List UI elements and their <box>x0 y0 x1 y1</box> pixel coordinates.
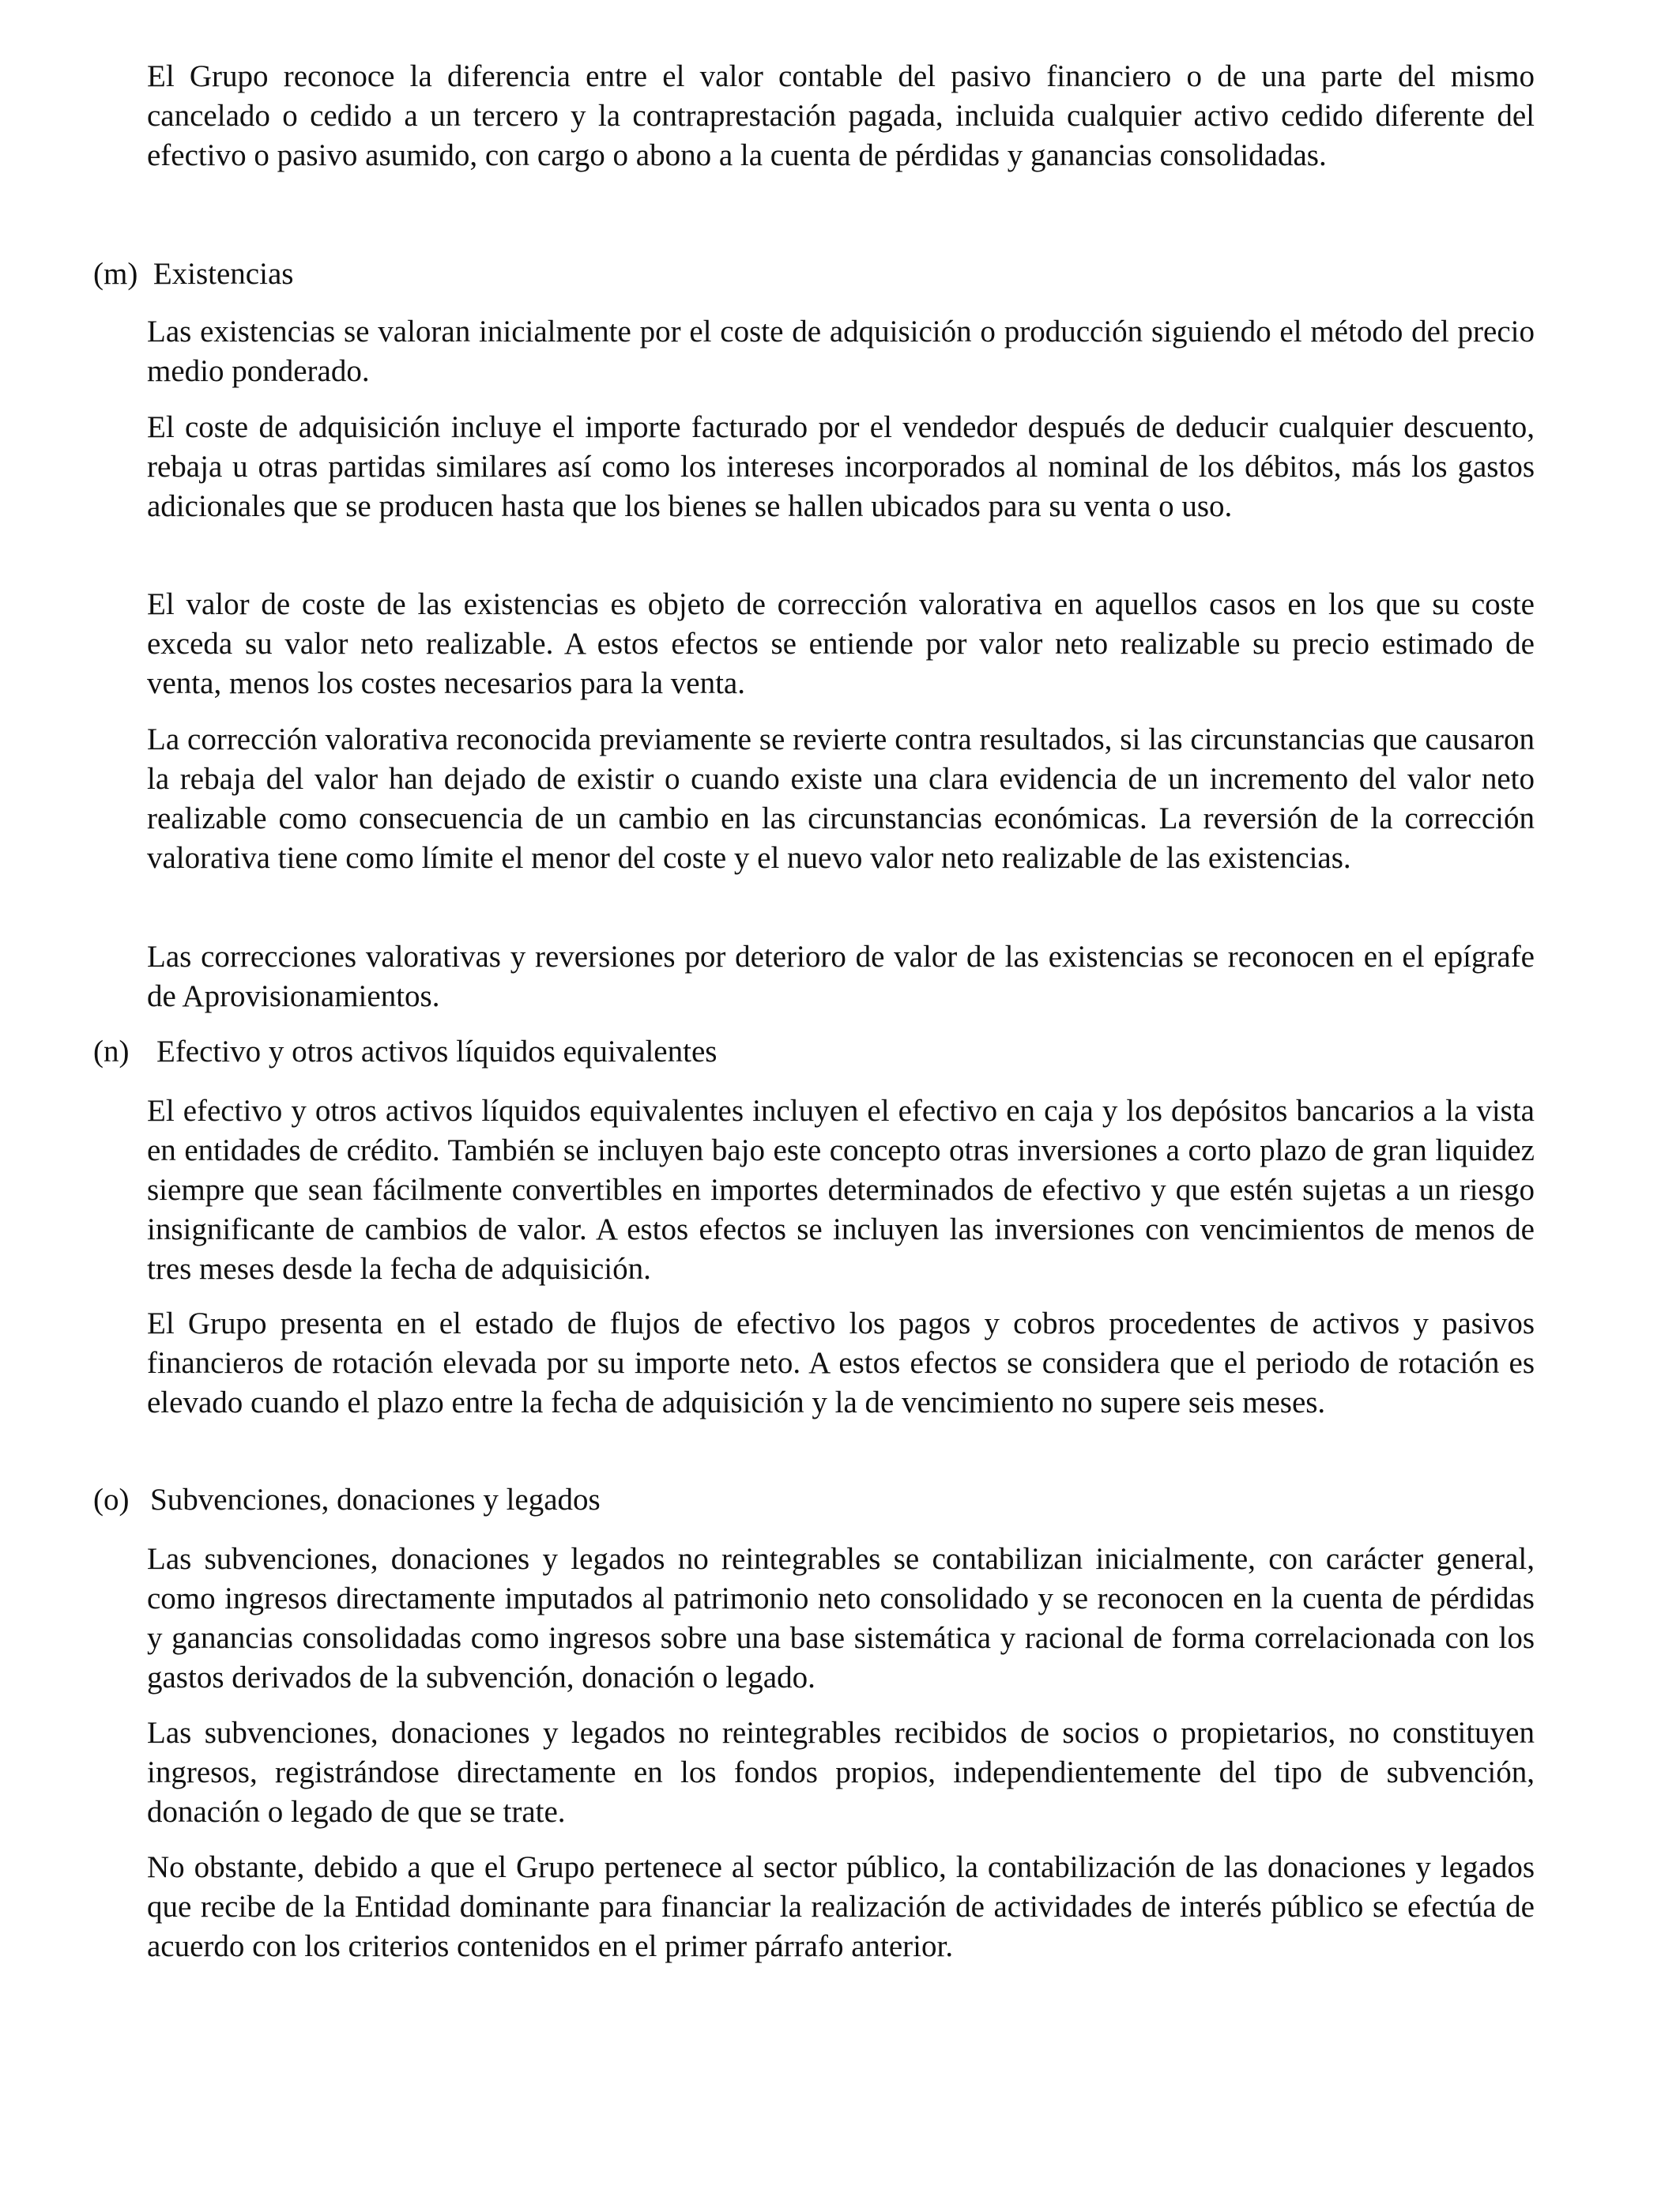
section-heading-efectivo <box>93 1032 717 1072</box>
section-heading-existencias <box>93 254 293 294</box>
paragraph-efectivo-2: El Grupo presenta en el estado de flujos de efectivo los pagos y cobros procedentes de activos y pasivos financieros de rotación elevada por su importe neto. A estos efectos se considera que el periodo de rotación es elevado cuando el plazo entre la fecha de adquisición y la de vencimiento no supere seis meses. <box>147 1306 1535 1419</box>
section-letter-o: (o) <box>93 1483 130 1517</box>
paragraph-subvenciones-2: Las subvenciones, donaciones y legados no reintegrables recibidos de socios o propietarios, no constituyen ingresos, registrándose directamente en los fondos propios, independientemente del tipo de subvención, donación o legado de que se trate. <box>147 1716 1535 1829</box>
paragraph-derecognition-liabilities: El Grupo reconoce la diferencia entre el valor contable del pasivo financiero o de una parte del mismo cancelado o cedido a un tercero y la contraprestación pagada, incluida cualquier activo cedido diferente del efectivo o pasivo asumido, con cargo o abono a la cuenta de pérdidas y ganancias consolidadas. <box>147 59 1535 172</box>
paragraph-existencias-5: Las correcciones valorativas y reversiones por deterioro de valor de las existencias se reconocen en el epígrafe de Aprovisionamientos. <box>147 940 1535 1013</box>
section-title-existencias: Existencias <box>153 257 294 291</box>
paragraph-efectivo-1: El efectivo y otros activos líquidos equivalentes incluyen el efectivo en caja y los depósitos bancarios a la vista en entidades de crédito. También se incluyen bajo este concepto otras inversiones a corto plazo de gran liquidez siempre que sean fácilmente convertibles en importes determinados de efectivo y que estén sujetas a un riesgo insignificante de cambios de valor. A estos efectos se incluyen las inversiones con vencimientos de menos de tres meses desde la fecha de adquisición. <box>147 1094 1535 1286</box>
section-title-subvenciones: Subvenciones, donaciones y legados <box>150 1483 601 1517</box>
paragraph-subvenciones-1: Las subvenciones, donaciones y legados no reintegrables se contabilizan inicialmente, con carácter general, como ingresos directamente imputados al patrimonio neto consolidado y se reconocen en la cuenta de pérdidas y ganancias consolidadas como ingresos sobre una base sistemática y racional de forma correlacionada con los gastos derivados de la subvención, donación o legado. <box>147 1542 1535 1695</box>
section-letter-m: (m) <box>93 257 146 291</box>
paragraph-subvenciones-3: No obstante, debido a que el Grupo pertenece al sector público, la contabilización de las donaciones y legados que recibe de la Entidad dominante para financiar la realización de actividades de interés público se efectúa de acuerdo con los criterios contenidos en el primer párrafo anterior. <box>147 1850 1535 1963</box>
paragraph-existencias-3: El valor de coste de las existencias es objeto de corrección valorativa en aquellos casos en los que su coste exceda su valor neto realizable. A estos efectos se entiende por valor neto realizable su precio estimado de venta, menos los costes necesarios para la venta. <box>147 587 1535 700</box>
section-title-efectivo: Efectivo y otros activos líquidos equivalentes <box>156 1035 718 1069</box>
paragraph-existencias-2: El coste de adquisición incluye el importe facturado por el vendedor después de deducir cualquier descuento, rebaja u otras partidas similares así como los intereses incorporados al nominal de los débitos, más los gastos adicionales que se producen hasta que los bienes se hallen ubicados para su venta o uso. <box>147 410 1535 523</box>
paragraph-existencias-1: Las existencias se valoran inicialmente por el coste de adquisición o producción siguiendo el método del precio medio ponderado. <box>147 315 1535 388</box>
section-letter-n: (n) <box>93 1035 130 1069</box>
paragraph-existencias-4: La corrección valorativa reconocida previamente se revierte contra resultados, si las circunstancias que causaron la rebaja del valor han dejado de existir o cuando existe una clara evidencia de un incremento del valor neto realizable como consecuencia de un cambio en las circunstancias económicas. La reversión de la corrección valorativa tiene como límite el menor del coste y el nuevo valor neto realizable de las existencias. <box>147 722 1535 875</box>
section-heading-subvenciones <box>93 1480 601 1520</box>
